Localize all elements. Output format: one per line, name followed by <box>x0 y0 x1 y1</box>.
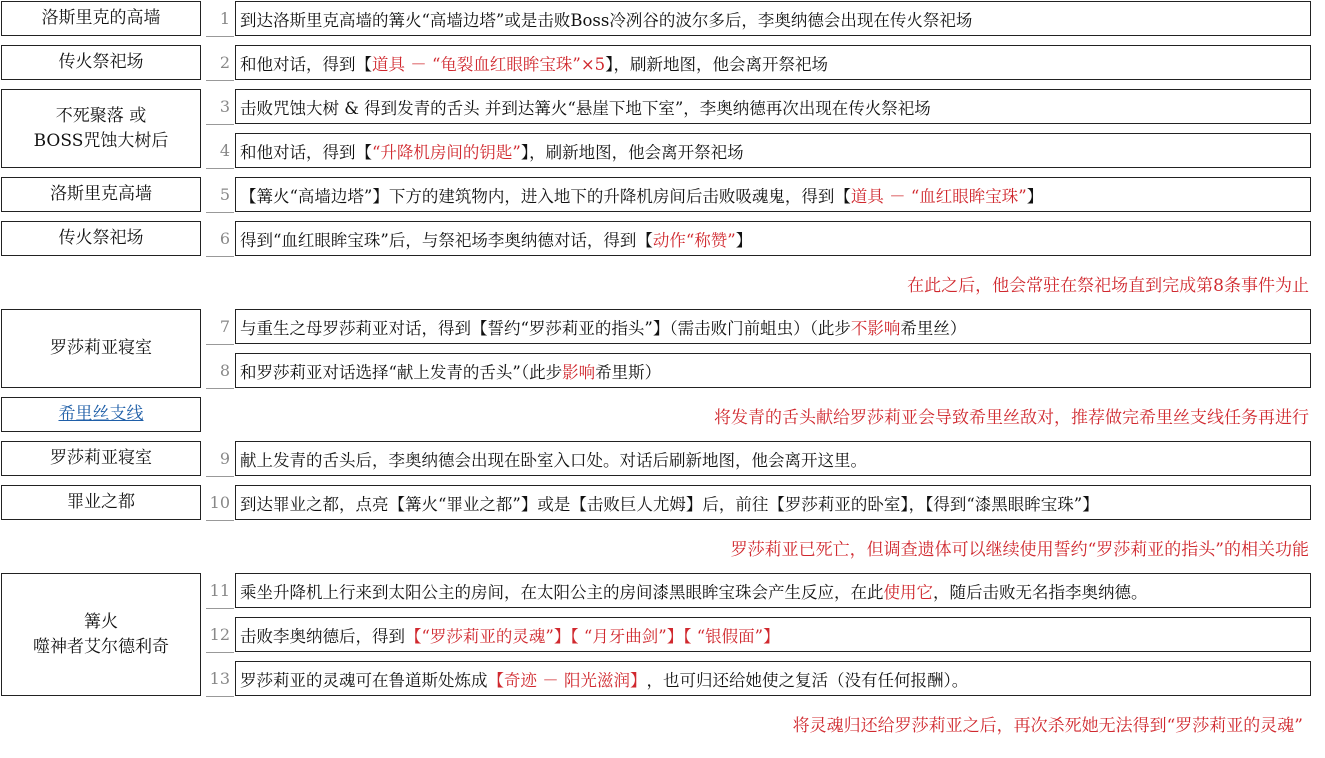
highlighted-reward-text: 影响 <box>562 362 596 382</box>
step-divider <box>206 344 234 345</box>
step-text: 乘坐升降机上行来到太阳公主的房间，在太阳公主的房间漆黑眼眸宝珠会产生反应，在此 <box>240 582 884 602</box>
step-row <box>235 353 1311 388</box>
step-row <box>235 133 1311 168</box>
highlighted-reward-text: 道具 － “龟裂血红眼眸宝珠”×5 <box>372 54 606 74</box>
step-row <box>235 661 1311 696</box>
step-divider <box>206 168 234 169</box>
warning-note: 在此之后，他会常驻在祭祀场直到完成第8条事件为止 <box>907 276 1309 296</box>
location-box: 传火祭祀场 <box>1 221 201 256</box>
step-number: 2 <box>219 53 230 72</box>
step-text: 到达洛斯里克高墙的篝火“高墙边塔”或是击败Boss冷冽谷的波尔多后，李奥纳德会出现在传火祭祀场 <box>240 10 973 30</box>
step-number: 5 <box>219 185 230 204</box>
step-row <box>235 177 1311 212</box>
location-box: 洛斯里克的高墙 <box>1 1 201 36</box>
step-row <box>235 617 1311 652</box>
warning-note: 将发青的舌头献给罗莎莉亚会导致希里丝敌对，推荐做完希里丝支线任务再进行 <box>714 408 1309 428</box>
step-text: 】 <box>735 230 753 250</box>
step-text: 献上发青的舌头后，李奥纳德会出现在卧室入口处。对话后刷新地图，他会离开这里。 <box>240 450 867 470</box>
step-number: 3 <box>219 97 230 116</box>
step-text: 得到“血红眼眸宝珠”后，与祭祀场李奥纳德对话，得到【 <box>240 230 653 250</box>
step-row <box>235 89 1311 124</box>
step-divider <box>206 476 234 477</box>
step-divider <box>206 36 234 37</box>
step-text: 希里丝） <box>900 318 967 338</box>
step-text: 】，刷新地图，他会离开祭祀场 <box>605 54 828 74</box>
highlighted-reward-text: 【“罗莎莉亚的灵魂”】【 “月牙曲剑”】【 “银假面”】 <box>405 626 780 646</box>
step-row <box>235 221 1311 256</box>
step-row <box>235 45 1311 80</box>
step-divider <box>206 652 234 653</box>
step-divider <box>206 388 234 389</box>
location-box: 不死聚落 或 BOSS咒蚀大树后 <box>1 89 201 168</box>
location-box: 罪业之都 <box>1 485 201 520</box>
step-text: 与重生之母罗莎莉亚对话，得到【誓约“罗莎莉亚的指头”】（需击败门前蛆虫）（此步 <box>240 318 851 338</box>
step-text: ，随后击败无名指李奥纳德。 <box>933 582 1148 602</box>
step-text: ，也可归还给她使之复活（没有任何报酬）。 <box>646 670 969 690</box>
highlighted-reward-text: “升降机房间的钥匙” <box>372 142 521 162</box>
highlighted-reward-text: 道具 － “血红眼眸宝珠” <box>850 186 1027 206</box>
step-text: 和他对话，得到【 <box>240 142 372 162</box>
step-text: 】，刷新地图，他会离开祭祀场 <box>520 142 744 162</box>
step-number: 4 <box>219 141 230 160</box>
step-text: 和罗莎莉亚对话选择“献上发青的舌头”（此步 <box>240 362 563 382</box>
step-divider <box>206 520 234 521</box>
location-box: 洛斯里克高墙 <box>1 177 201 212</box>
step-divider <box>206 124 234 125</box>
warning-note: 将灵魂归还给罗莎莉亚之后，再次杀死她无法得到“罗莎莉亚的灵魂” <box>792 716 1303 736</box>
step-text: 】 <box>1026 186 1044 206</box>
step-text: 击败李奥纳德后，得到 <box>240 626 405 646</box>
location-box: 罗莎莉亚寝室 <box>1 309 201 388</box>
step-number: 8 <box>219 361 230 380</box>
step-divider <box>206 256 234 257</box>
step-number: 13 <box>209 669 230 688</box>
highlighted-reward-text: 【奇迹 － 阳光滋润】 <box>487 670 647 690</box>
step-number: 9 <box>219 449 230 468</box>
step-number: 7 <box>219 317 230 336</box>
step-text: 和他对话，得到【 <box>240 54 372 74</box>
step-number: 10 <box>209 493 230 512</box>
sirris-questline-link[interactable]: 希里丝支线 <box>1 397 201 432</box>
step-number: 11 <box>209 581 230 600</box>
location-box: 罗莎莉亚寝室 <box>1 441 201 476</box>
highlighted-reward-text: 动作“称赞” <box>652 230 736 250</box>
step-number: 1 <box>219 9 230 28</box>
step-row <box>235 573 1311 608</box>
step-text: 到达罪业之都，点亮【篝火“罪业之都”】或是【击败巨人尤姆】后，前往【罗莎莉亚的卧室】，【得到“漆黑眼眸宝珠”】 <box>240 494 1099 514</box>
warning-note: 罗莎莉亚已死亡，但调查遗体可以继续使用誓约“罗莎莉亚的指头”的相关功能 <box>730 540 1309 560</box>
step-number: 12 <box>209 625 230 644</box>
highlighted-reward-text: 使用它 <box>883 582 933 602</box>
location-box: 传火祭祀场 <box>1 45 201 80</box>
step-text: 希里斯） <box>595 362 662 382</box>
location-box: 篝火 噬神者艾尔德利奇 <box>1 573 201 696</box>
step-number: 6 <box>219 229 230 248</box>
step-text: 击败咒蚀大树 & 得到发青的舌头 并到达篝火“悬崖下地下室”，李奥纳德再次出现在传火祭祀场 <box>240 98 931 118</box>
step-row <box>235 309 1311 344</box>
step-divider <box>206 608 234 609</box>
step-divider <box>206 212 234 213</box>
step-text: 【篝火“高墙边塔”】下方的建筑物内，进入地下的升降机房间后击败吸魂鬼，得到【 <box>240 186 851 206</box>
step-row <box>235 485 1311 520</box>
step-row <box>235 1 1311 36</box>
step-text: 罗莎莉亚的灵魂可在鲁道斯处炼成 <box>240 670 488 690</box>
step-divider <box>206 696 234 697</box>
step-row <box>235 441 1311 476</box>
step-divider <box>206 80 234 81</box>
highlighted-reward-text: 不影响 <box>850 318 901 338</box>
